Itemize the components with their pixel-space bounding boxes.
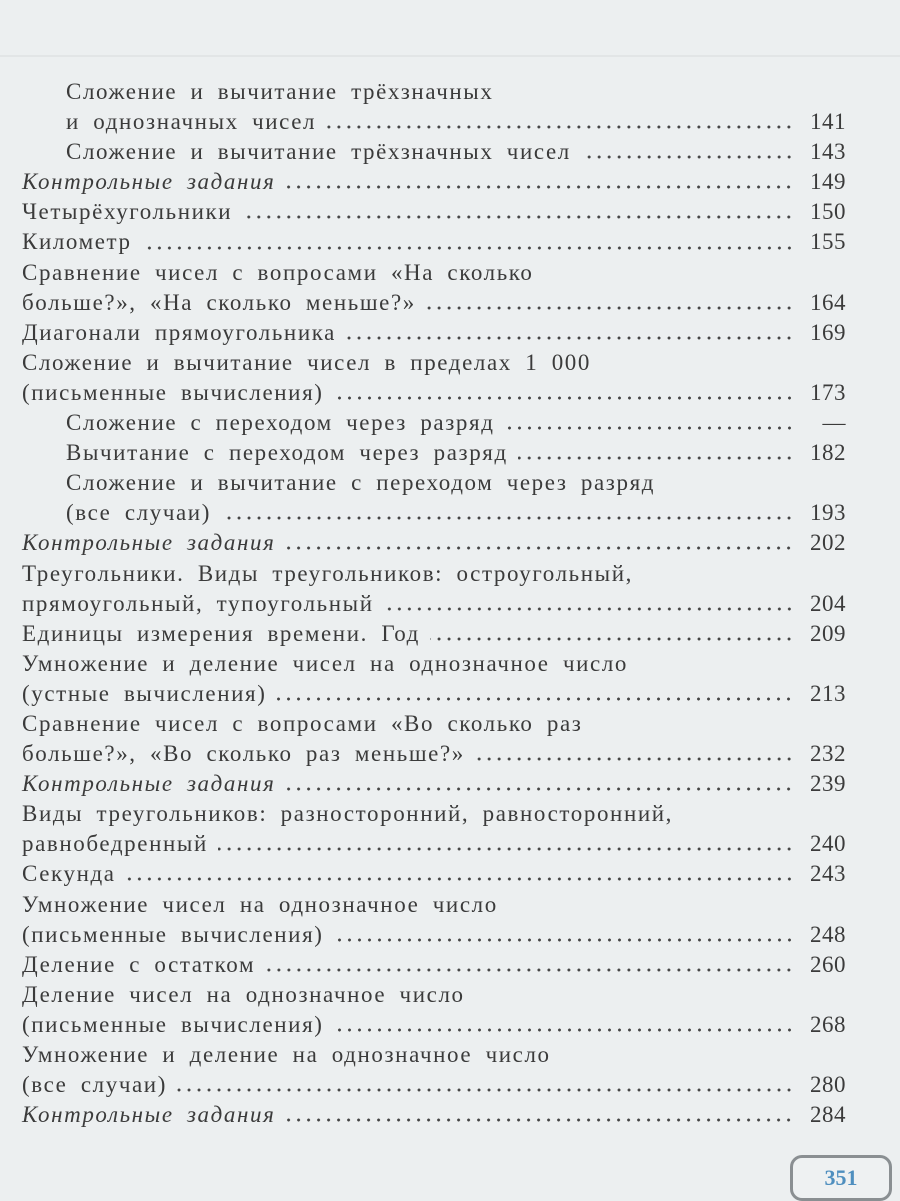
toc-entry: [22, 438, 846, 468]
toc-page-number: 193: [810, 500, 846, 526]
toc-page-number: 143: [810, 139, 846, 165]
toc-entry: [22, 137, 846, 167]
toc-line: [22, 799, 846, 829]
dot-leader: [581, 153, 794, 161]
dot-leader: [126, 875, 794, 883]
toc-entry-title: Четырёхугольники: [22, 199, 233, 225]
toc-page-number: 268: [810, 1011, 846, 1037]
toc-line: [22, 709, 846, 739]
toc-page-number: 150: [810, 199, 846, 225]
toc-entry-title: Сравнение чисел с вопросами «На сколько: [22, 259, 534, 285]
toc-line: [22, 227, 846, 257]
toc-entry-title: (устные вычисления): [22, 680, 267, 706]
toc-line: [22, 890, 846, 920]
toc-entry-title: Контрольные задания: [22, 169, 276, 195]
dot-leader: [276, 695, 794, 703]
toc-line: [22, 1010, 846, 1040]
toc-page-number: 239: [810, 771, 846, 797]
toc-entry-title: Контрольные задания: [22, 530, 276, 556]
toc-line: [22, 920, 846, 950]
toc-entry-title: Деление с остатком: [22, 951, 256, 977]
toc-entry-title: больше?», «На сколько меньше?»: [22, 289, 416, 315]
toc-entry: [22, 258, 846, 318]
page-number: 351: [790, 1155, 892, 1201]
toc-page-number: 260: [810, 951, 846, 977]
toc-line: [22, 318, 846, 348]
toc-entry-title: Сравнение чисел с вопросами «Во сколько раз: [22, 710, 583, 736]
toc-line: [22, 649, 846, 679]
toc-entry: [22, 318, 846, 348]
toc-line: [22, 980, 846, 1010]
toc-entry-title: Умножение и деление на однозначное число: [22, 1042, 551, 1067]
dot-leader: [430, 635, 794, 643]
toc-entry: [22, 197, 846, 227]
toc-entry: [22, 408, 846, 438]
toc-entry-title: Единицы измерения времени. Год: [22, 620, 420, 646]
dot-leader: [285, 785, 794, 793]
toc-entry-title: и однозначных чисел: [66, 109, 317, 135]
toc-entry-title: Сложение и вычитание с переходом через разряд: [66, 470, 656, 496]
toc-entry-title: Секунда: [22, 861, 116, 887]
toc-entry-title: (все случаи): [22, 1072, 167, 1098]
toc-page-number: 164: [810, 289, 846, 315]
toc-line: [22, 258, 846, 288]
toc-entry-title: Сложение с переходом через разряд: [66, 410, 495, 436]
toc-entry-title: Виды треугольников: разносторонний, равносторонний,: [22, 801, 674, 827]
toc-page-number: 155: [810, 229, 846, 255]
dot-leader: [505, 424, 794, 432]
toc-entry-title: Сложение и вычитание трёхзначных: [66, 79, 494, 104]
dot-leader: [518, 454, 794, 462]
dot-leader: [242, 213, 794, 221]
toc-line: [22, 288, 846, 318]
toc-line: [22, 619, 846, 649]
toc-entry: [22, 167, 846, 197]
toc-line: [22, 1040, 846, 1070]
toc-entry-title: Умножение чисел на однозначное число: [22, 891, 498, 917]
toc-entry-title: Километр: [22, 229, 132, 255]
table-of-contents: [22, 77, 846, 1130]
toc-page-number: 213: [810, 680, 846, 706]
toc-entry: [22, 1040, 846, 1100]
toc-line: [22, 769, 846, 799]
toc-entry-title: (письменные вычисления): [22, 1011, 324, 1037]
toc-entry: [22, 559, 846, 619]
toc-entry: [22, 619, 846, 649]
toc-line: [22, 408, 846, 438]
toc-entry: [22, 1100, 846, 1130]
toc-entry-title: Контрольные задания: [22, 1102, 276, 1128]
toc-entry-title: равнобедренный: [22, 831, 208, 857]
toc-page-number: 280: [810, 1072, 846, 1098]
toc-page-number: 284: [810, 1102, 846, 1128]
dot-leader: [177, 1086, 794, 1094]
dot-leader: [326, 123, 794, 131]
dot-leader: [384, 605, 794, 613]
toc-line: [22, 829, 846, 859]
toc-entry: [22, 709, 846, 769]
toc-page-number: 204: [810, 590, 846, 616]
toc-entry-title: Умножение и деление чисел на однозначное число: [22, 650, 629, 676]
toc-page-number: 169: [810, 319, 846, 345]
dot-leader: [285, 1116, 794, 1124]
toc-entry: [22, 950, 846, 980]
toc-entry-title: Контрольные задания: [22, 771, 276, 797]
toc-page-number: 240: [810, 831, 846, 857]
toc-line: [22, 438, 846, 468]
toc-entry: [22, 649, 846, 709]
page-edge-shadow: [0, 55, 900, 57]
toc-page-number: 182: [810, 440, 846, 466]
toc-line: [22, 167, 846, 197]
toc-line: [22, 739, 846, 769]
dot-leader: [346, 334, 794, 342]
toc-page-number: 243: [810, 861, 846, 887]
toc-entry-title: Треугольники. Виды треугольников: остроугольный,: [22, 560, 633, 586]
toc-page-number: 248: [810, 921, 846, 947]
toc-page-number: 149: [810, 169, 846, 195]
toc-line: [22, 348, 846, 378]
dot-leader: [265, 966, 794, 974]
toc-entry: [22, 77, 846, 137]
toc-entry-title: прямоугольный, тупоугольный: [22, 590, 374, 616]
toc-entry-title: (письменные вычисления): [22, 379, 324, 405]
toc-line: [22, 107, 846, 137]
toc-line: [22, 859, 846, 889]
toc-entry: [22, 769, 846, 799]
toc-line: [22, 378, 846, 408]
toc-line: [22, 498, 846, 528]
dot-leader: [285, 544, 794, 552]
toc-line: [22, 950, 846, 980]
dot-leader: [221, 514, 794, 522]
dot-leader: [426, 304, 794, 312]
toc-page-number: 232: [810, 741, 846, 767]
toc-line: [22, 77, 846, 107]
toc-entry-title: Диагонали прямоугольника: [22, 319, 336, 345]
toc-entry: [22, 468, 846, 528]
toc-entry-title: Сложение и вычитание трёхзначных чисел: [66, 139, 571, 165]
toc-entry: [22, 799, 846, 859]
toc-line: [22, 1100, 846, 1130]
toc-entry-title: (письменные вычисления): [22, 921, 324, 947]
toc-entry-title: Сложение и вычитание чисел в пределах 1 000: [22, 349, 592, 375]
toc-page-number: 209: [810, 620, 846, 646]
toc-entry-title: больше?», «Во сколько раз меньше?»: [22, 741, 465, 767]
toc-entry-title: Деление чисел на однозначное число: [22, 981, 465, 1007]
toc-line: [22, 528, 846, 558]
toc-entry: [22, 528, 846, 558]
toc-line: [22, 468, 846, 498]
toc-page-number: 173: [810, 379, 846, 405]
dot-leader: [334, 1026, 794, 1034]
toc-entry: [22, 890, 846, 950]
toc-line: [22, 679, 846, 709]
dot-leader: [334, 394, 794, 402]
dot-leader: [285, 183, 794, 191]
toc-line: [22, 197, 846, 227]
dot-leader: [218, 845, 794, 853]
toc-entry: [22, 980, 846, 1040]
toc-entry-title: (все случаи): [66, 500, 211, 526]
toc-line: [22, 1070, 846, 1100]
toc-entry: [22, 859, 846, 889]
toc-entry: [22, 348, 846, 408]
toc-line: [22, 559, 846, 589]
dot-leader: [334, 936, 794, 944]
toc-page-number: 141: [810, 109, 846, 135]
toc-page-number: 202: [810, 530, 846, 556]
toc-line: [22, 589, 846, 619]
dot-leader: [475, 755, 794, 763]
toc-entry: [22, 227, 846, 257]
dot-leader: [142, 244, 794, 252]
toc-page-number: —: [822, 410, 846, 436]
toc-entry-title: Вычитание с переходом через разряд: [66, 440, 508, 466]
toc-line: [22, 137, 846, 167]
